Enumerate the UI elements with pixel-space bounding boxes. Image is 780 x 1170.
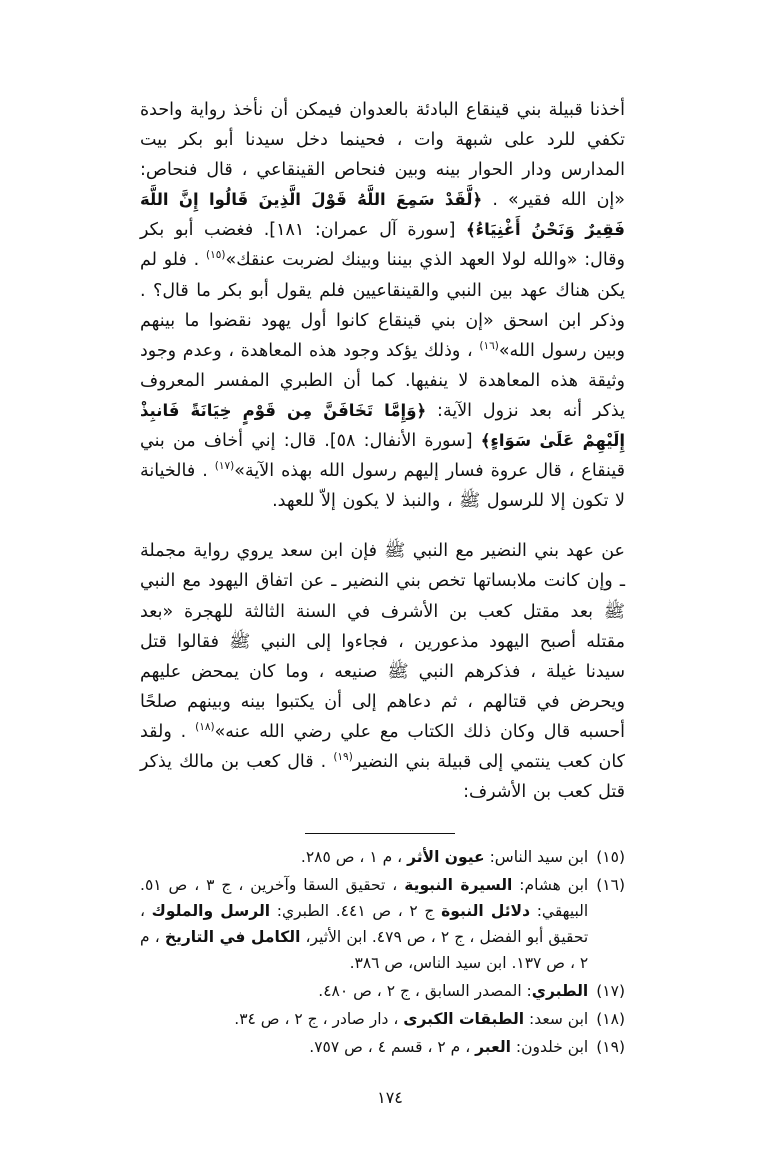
footnote-number: (١٨)	[596, 1010, 625, 1029]
footnote-text	[140, 872, 588, 976]
footnote-marker: (١٥)	[205, 249, 226, 262]
footnote-separator	[305, 833, 455, 834]
title-emphasis: الكامل في التاريخ	[164, 928, 301, 947]
text-run: أخذنا قبيلة بني قينقاع البادئة بالعدوان فيمكن أن نأخذ رواية واحدة تكفي للرد على شبهة وات ، فحينما دخل سيدنا أبو بكر بيت المدارس ودار الحوار بينه وبين فنحاص القينقاعي ، قال فنحاص: «إن الله فقير» .	[140, 100, 625, 211]
text-run: ، تحقيق أبو الفضل ، ج ٢ ، ص ٤٧٩. ابن الأثير،	[140, 902, 589, 947]
text-run: ج ٢ ، ص ٤٤١. الطبري:	[270, 902, 442, 921]
title-emphasis: دلائل النبوة	[441, 902, 531, 921]
text-run: ، دار صادر ، ج ٢ ، ص ٣٤.	[234, 1010, 404, 1029]
title-emphasis: السيرة النبوية	[404, 876, 513, 895]
text-run: . قال كعب بن مالك يذكر قتل كعب بن الأشرف:	[140, 751, 625, 803]
footnote-number: (١٥)	[596, 848, 625, 867]
footnote-marker: (١٦)	[479, 339, 499, 352]
footnote-marker: (١٩)	[333, 751, 353, 764]
quran-verse: ﴿وَإِمَّا تَخَافَنَّ مِن قَوْمٍ خِيَانَةً فَانبِذْ إِلَيْهِمْ عَلَىٰ سَوَاءٍ﴾	[140, 400, 625, 451]
title-emphasis: العبر	[475, 1038, 511, 1057]
text-run: . ولقد كان كعب ينتمي إلى قبيلة بني النضير	[140, 721, 625, 772]
footnote-item	[140, 1006, 625, 1032]
paragraph-2	[140, 536, 625, 807]
footnote-item	[140, 978, 625, 1004]
footnote-number: (١٦)	[596, 876, 625, 895]
text-run: ، م ١ ، ص ٢٨٥.	[300, 848, 408, 867]
footnote-text	[140, 844, 588, 870]
footnote-number: (١٧)	[596, 982, 625, 1001]
title-emphasis: عيون الأثر	[407, 848, 485, 867]
footnote-text	[140, 1006, 588, 1032]
quran-verse: ﴿لَّقَدْ سَمِعَ اللَّهُ قَوْلَ الَّذِينَ قَالُوا إِنَّ اللَّهَ فَقِيرٌ وَنَحْنُ أَغْنِيَاءُ﴾	[140, 190, 625, 240]
title-emphasis: الطبقات الكبرى	[403, 1010, 525, 1029]
paragraph-spacer	[140, 516, 625, 536]
text-run: عن عهد بني النضير مع النبي ﷺ فإن ابن سعد يروي رواية مجملة ـ وإن كانت ملابساتها تخص بني النضير ـ عن اتفاق اليهود مع النبي ﷺ بعد مقتل كعب بن الأشرف في السنة الثالثة للهجرة «بعد مقتله أصبح اليهود مذعورين ، فجاءوا إلى النبي ﷺ فقالوا قتل سيدنا غيلة ، فذكرهم النبي ﷺ صنيعه ، وما كان يمحض عليهم ويحرض في قتالهم ، ثم دعاهم إلى أن يكتبوا بينه وبينهم صلحًا أحسبه قال وكان ذلك الكتاب مع علي رضي الله عنه»	[140, 541, 625, 742]
title-emphasis: الرسل والملوك	[151, 902, 271, 921]
text-run: ابن سعد:	[524, 1010, 589, 1029]
text-run: . فالخيانة لا تكون إلا للرسول ﷺ ، والنبذ لا يكون إلاّ للعهد.	[140, 461, 625, 512]
text-run: ابن سيد الناس:	[484, 848, 589, 867]
page-number: ١٧٤	[377, 1088, 403, 1107]
footnotes-block	[140, 844, 625, 1060]
footnote-item	[140, 844, 625, 870]
footnote-number: (١٩)	[596, 1038, 625, 1057]
text-run: ابن خلدون:	[511, 1038, 589, 1057]
text-run: ، وذلك يؤكد وجود هذه المعاهدة ، وعدم وجود وثيقة هذه المعاهدة لا ينفيها. كما أن الطبري المفسر المعروف يذكر أنه بعد نزول الآية:	[140, 340, 625, 421]
footnote-item	[140, 1034, 625, 1060]
text-run: . فلو لم يكن هناك عهد بين النبي والقينقاعيين فلم يقول أبو بكر ما قال؟ . وذكر ابن اسحق «إن بني قينقاع كانوا أول يهود نقضوا ما بينهم وبين رسول الله»	[140, 250, 626, 361]
text-run: ابن هشام:	[512, 876, 589, 895]
footnote-item	[140, 872, 625, 976]
paragraph-1	[140, 95, 625, 516]
text-run: : المصدر السابق ، ج ٢ ، ص ٤٨٠.	[318, 982, 532, 1001]
text-run: ، م ٢ ، قسم ٤ ، ص ٧٥٧.	[309, 1038, 476, 1057]
main-text-block	[140, 95, 625, 807]
text-run: ، م ٢ ، ص ١٣٧. ابن سيد الناس، ص ٣٨٦.	[140, 928, 589, 973]
text-run: [سورة الأنفال: ٥٨]. قال: إني أخاف من بني قينقاع ، قال عروة فسار إليهم رسول الله بهذه الآية»	[140, 431, 625, 482]
footnote-text	[140, 978, 588, 1004]
title-emphasis: الطبري	[531, 982, 589, 1001]
footnote-marker: (١٨)	[195, 721, 215, 734]
text-run: ، تحقيق السقا وآخرين ، ج ٣ ، ص ٥١. البيهقي:	[140, 876, 589, 921]
text-run: [سورة آل عمران: ١٨١]. فغضب أبو بكر وقال: «والله لولا العهد الذي بيننا وبينك لضربت عنقك»	[140, 220, 625, 271]
footnote-marker: (١٧)	[214, 460, 235, 473]
footnote-text	[140, 1034, 588, 1060]
